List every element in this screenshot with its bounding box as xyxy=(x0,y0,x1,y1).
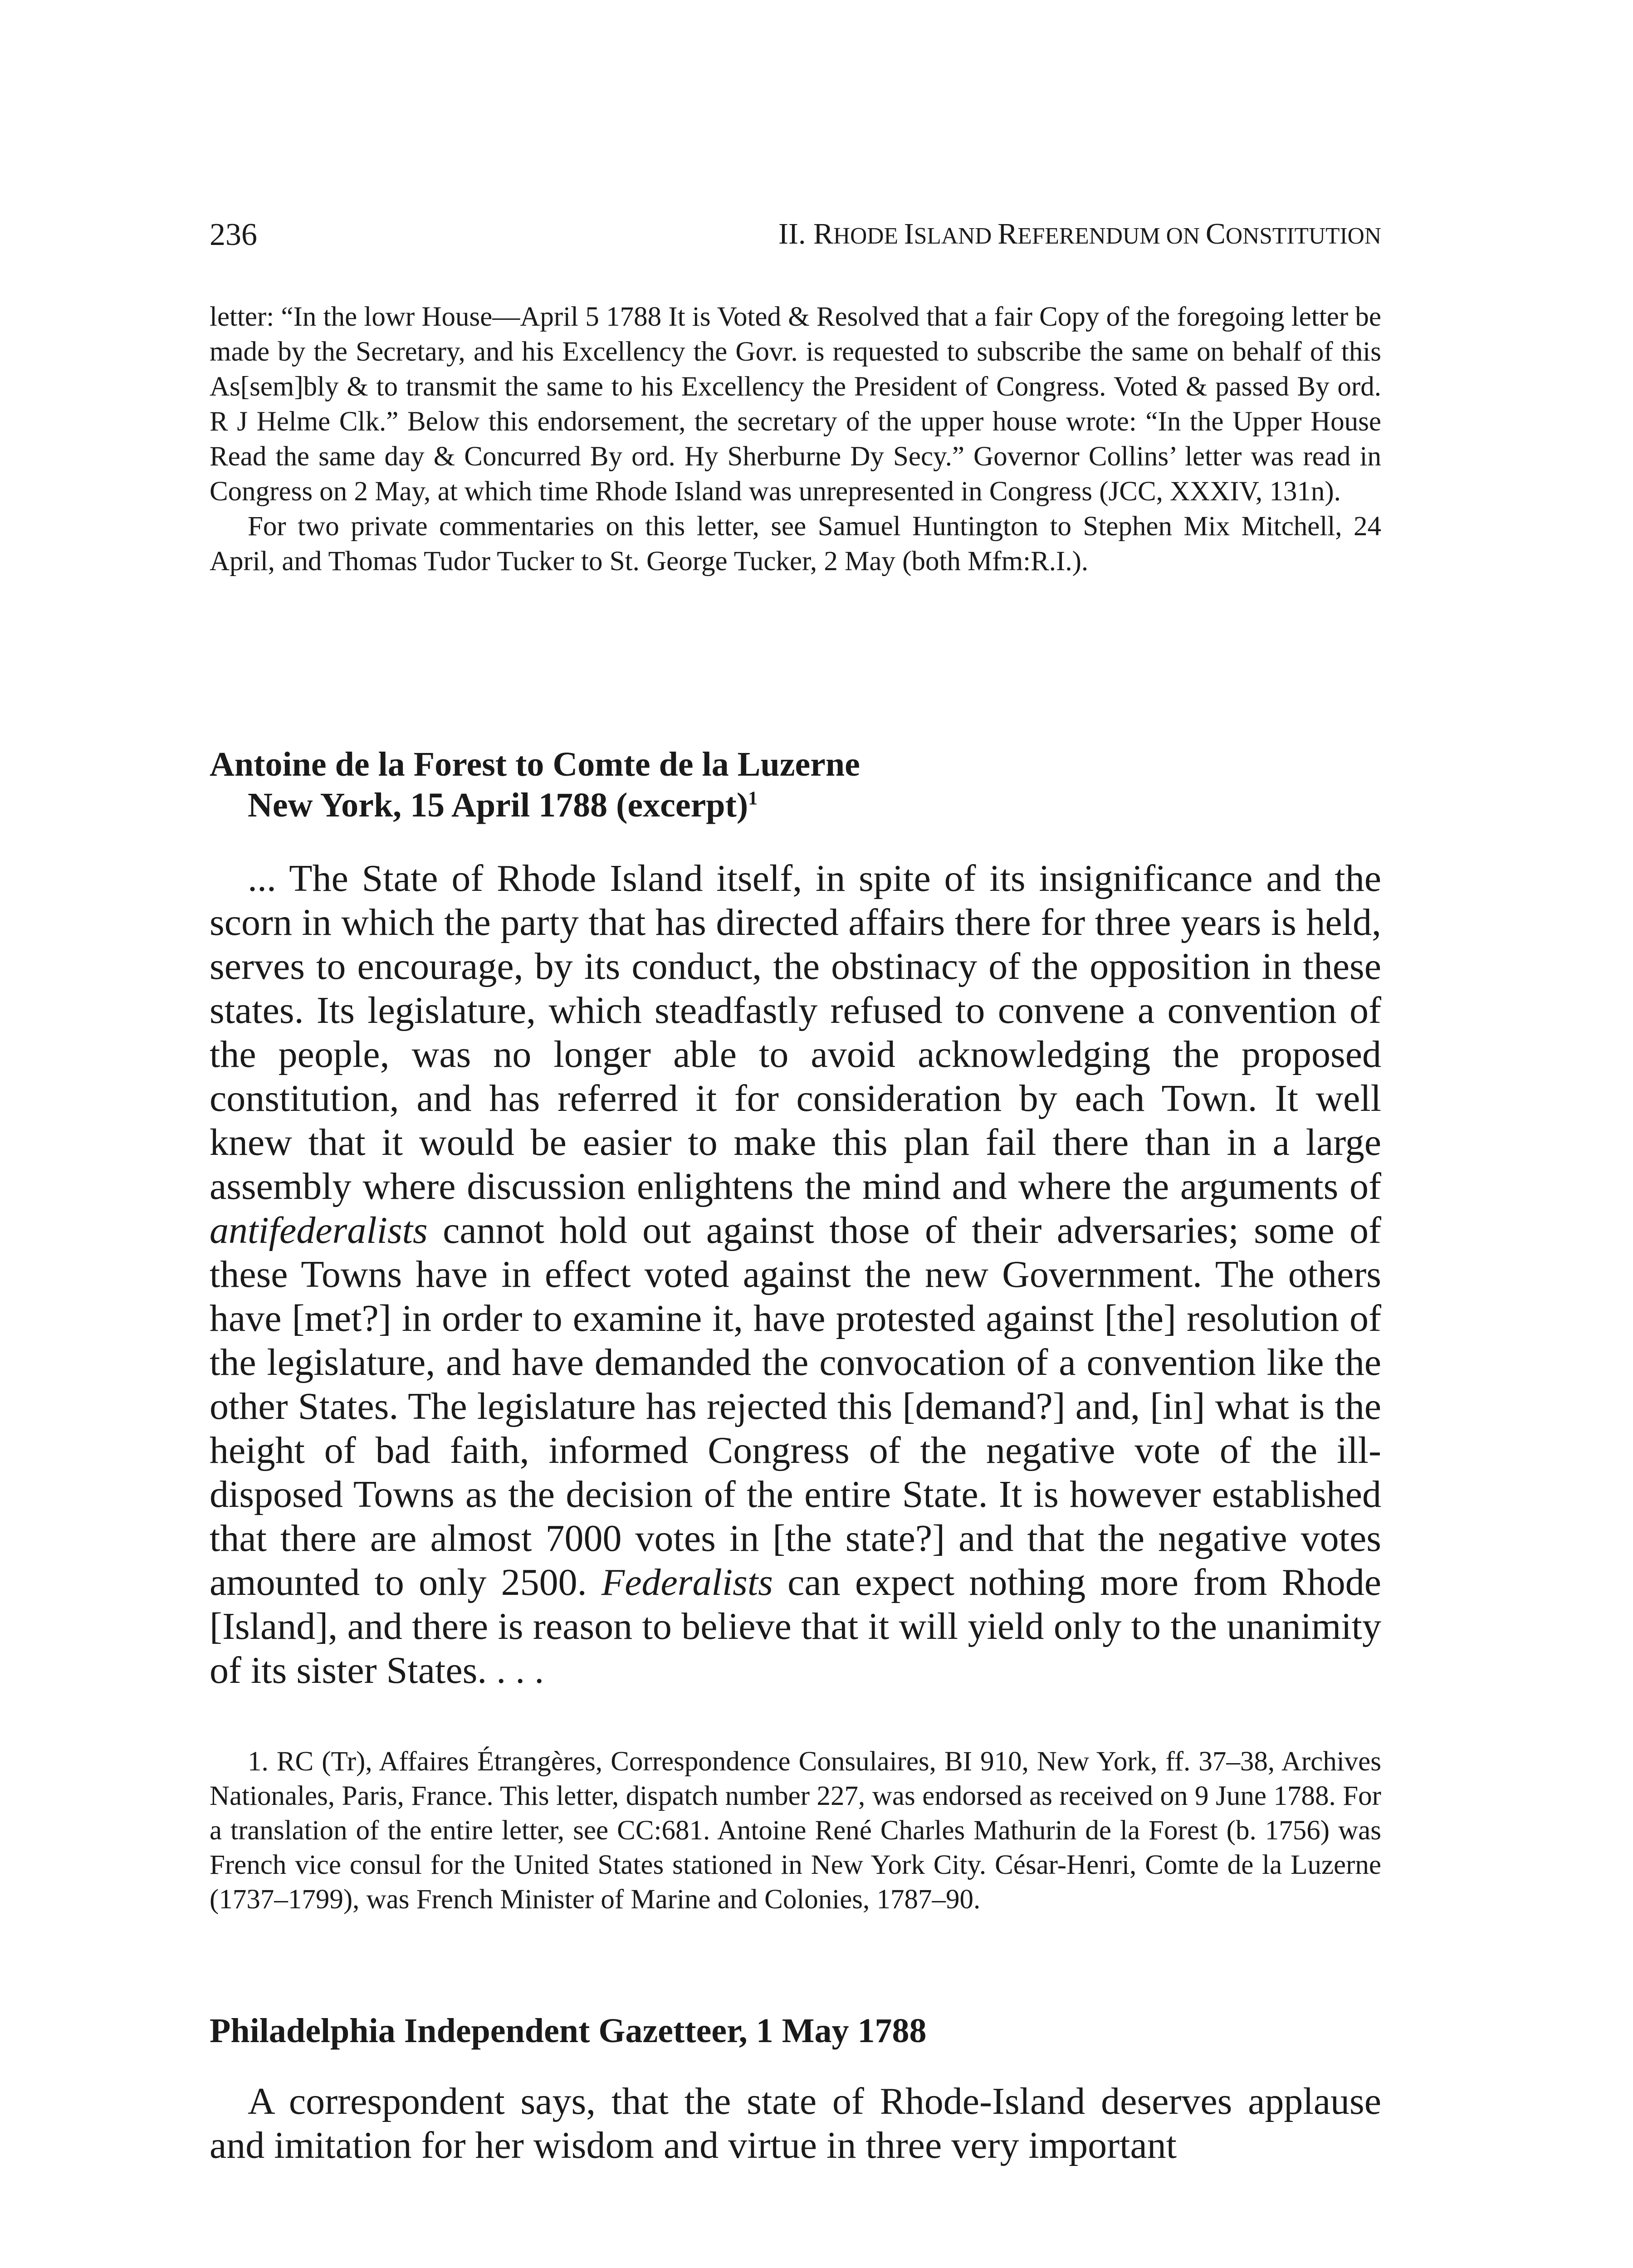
note-paragraph: For two private commentaries on this letter, see Samuel Huntington to Stephen Mix Mitchell, 24 April, and Thomas Tudor Tucker to St. George Tucker, 2 May (both Mfm:R.I.). xyxy=(210,511,1381,577)
continued-notes xyxy=(210,299,1381,579)
page-number: 236 xyxy=(210,217,257,252)
footnote-marker: 1 xyxy=(748,788,758,809)
gazetteer-heading-text: Philadelphia Independent Gazetteer, 1 May 1788 xyxy=(210,2012,927,2050)
letter-heading-line2: New York, 15 April 1788 (excerpt)$^1$ xyxy=(248,786,758,824)
running-title: II. RHODE ISLAND REFERENDUM ON CONSTITUTION xyxy=(778,217,1381,250)
running-header xyxy=(210,217,1381,253)
footnote-block xyxy=(210,1745,1381,1917)
letter-body xyxy=(210,856,1381,1692)
gazetteer-body xyxy=(210,2079,1381,2167)
gazetteer-paragraph: A correspondent says, that the state of Rhode-Island deserves applause and imitation for her wisdom and virtue in three very important xyxy=(210,2080,1381,2166)
letter-paragraph: ... The State of Rhode Island itself, in spite of its insignificance and the scorn in which the party that has directed affairs there for three years is held, serves to encourage, by its conduct, the obstinacy of the opposition in these states. Its legislature, which steadfastly refused to convene a convention of the people, was no longer able to avoid acknowledging the proposed constitution, and has referred it for consideration by each Town. It well knew that it would be easier to make this plan fail there than in a large assembly where discussion enlightens the mind and where the arguments of antifederalists cannot hold out against those of their adversaries; some of these Towns have in effect voted against the new Government. The others have [met?] in order to examine it, have protested against [the] resolution of the legislature, and have demanded the convocation of a convention like the other States. The legislature has rejected this [demand?] and, [in] what is the height of bad faith, informed Congress of the negative vote of the ill-disposed Towns as the decision of the entire State. It is however established that there are almost 7000 votes in [the state?] and that the negative votes amounted to only 2500. Federalists can expect nothing more from Rhode [Island], and there is reason to believe that it will yield only to the unanimity of its sister States. . . . xyxy=(210,857,1381,1691)
letter-heading xyxy=(210,744,1381,826)
gazetteer-heading xyxy=(210,2010,1381,2051)
footnote-1: 1. RC (Tr), Affaires Étrangères, Correspondence Consulaires, BI 910, New York, ff. 37–38, Archives Nationales, Paris, France. This letter, dispatch number 227, was endorsed as received on 9 June 1788. For a translation of the entire letter, see CC:681. Antoine René Charles Mathurin de la Forest (b. 1756) was French vice consul for the United States stationed in New York City. César-Henri, Comte de la Luzerne (1737–1799), was French Minister of Marine and Colonies, 1787–90. xyxy=(210,1746,1381,1915)
letter-heading-line1: Antoine de la Forest to Comte de la Luzerne xyxy=(210,745,860,783)
note-paragraph: letter: “In the lowr House—April 5 1788 It is Voted & Resolved that a fair Copy of the foregoing letter be made by the Secretary, and his Excellency the Govr. is requested to subscribe the same on behalf of this As[sem]bly & to transmit the same to his Excellency the President of Congress. Voted & passed By ord. R J Helme Clk.” Below this endorsement, the secretary of the upper house wrote: “In the Upper House Read the same day & Concurred By ord. Hy Sherburne Dy Secy.” Governor Collins’ letter was read in Congress on 2 May, at which time Rhode Island was unrepresented in Congress (JCC, XXXIV, 131n). xyxy=(210,302,1381,507)
